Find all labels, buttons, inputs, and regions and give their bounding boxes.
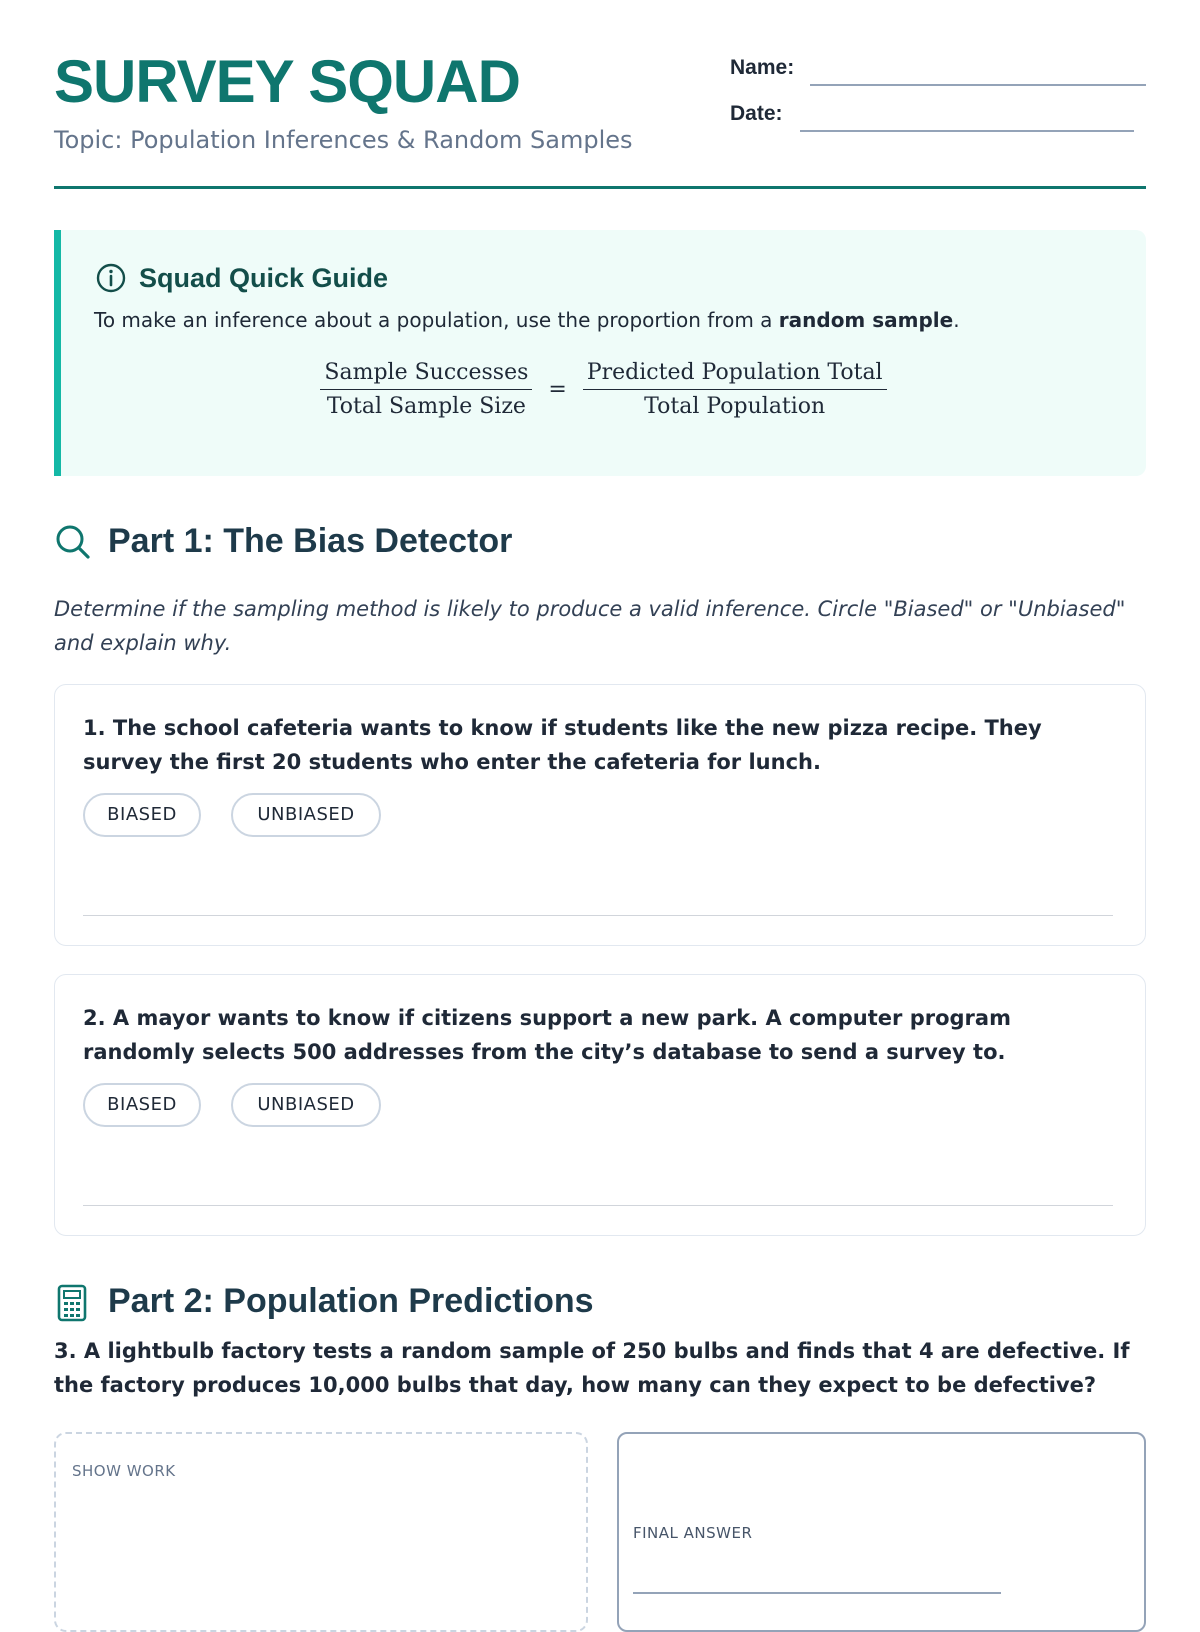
unbiased-option-2[interactable]: UNBIASED bbox=[231, 1083, 381, 1127]
question-1-text: 1. The school cafeteria wants to know if students like the new pizza recipe. They survey the first 20 students who enter the cafeteria for lunch. bbox=[83, 716, 1042, 774]
question-2-text: 2. A mayor wants to know if citizens support a new park. A computer program randomly selects 500 addresses from the city’s database to send a survey to. bbox=[83, 1006, 1011, 1064]
final-answer-box[interactable] bbox=[617, 1432, 1146, 1632]
show-work-box[interactable] bbox=[54, 1432, 588, 1632]
left-denominator: Total Sample Size bbox=[326, 394, 526, 419]
part2-title: Part 2: Population Predictions bbox=[108, 1282, 594, 1320]
right-denominator: Total Population bbox=[644, 394, 826, 419]
search-icon bbox=[54, 523, 92, 561]
name-label: Name: bbox=[730, 56, 795, 79]
date-label: Date: bbox=[730, 102, 783, 125]
worksheet-title: SURVEY SQUAD bbox=[54, 48, 520, 115]
show-work-label: SHOW WORK bbox=[72, 1462, 176, 1480]
question-3-text: 3. A lightbulb factory tests a random sample of 250 bulbs and finds that 4 are defective. If the factory produces 10,000 bulbs that day, how many can they expect to be defective? bbox=[54, 1339, 1130, 1397]
quick-guide-box bbox=[54, 230, 1146, 476]
biased-option-1[interactable]: BIASED bbox=[83, 793, 201, 837]
guide-text-after: . bbox=[953, 308, 960, 332]
quick-guide-title: Squad Quick Guide bbox=[139, 263, 389, 293]
date-field[interactable] bbox=[800, 130, 1134, 132]
name-field[interactable] bbox=[810, 84, 1146, 86]
quick-guide-text bbox=[94, 308, 960, 332]
explanation-line-1[interactable] bbox=[83, 915, 1113, 916]
proportion-formula bbox=[61, 360, 1146, 419]
left-fraction bbox=[320, 360, 532, 419]
guide-text-bold: random sample bbox=[778, 308, 954, 332]
guide-text-before: To make an inference about a population, use the proportion from a bbox=[94, 308, 779, 332]
unbiased-option-1[interactable]: UNBIASED bbox=[231, 793, 381, 837]
explanation-line-2[interactable] bbox=[83, 1205, 1113, 1206]
right-fraction bbox=[583, 360, 887, 419]
right-numerator: Predicted Population Total bbox=[583, 360, 887, 390]
question-card-2 bbox=[54, 974, 1146, 1236]
topic-subtitle: Topic: Population Inferences & Random Samples bbox=[54, 126, 633, 154]
final-answer-label: FINAL ANSWER bbox=[633, 1524, 753, 1542]
left-numerator: Sample Successes bbox=[320, 360, 532, 390]
part1-instructions: Determine if the sampling method is likely to produce a valid inference. Circle "Biased" or "Unbiased" and explain why. bbox=[54, 597, 1126, 655]
part1-title: Part 1: The Bias Detector bbox=[108, 522, 513, 560]
question-card-1 bbox=[54, 684, 1146, 946]
calculator-icon bbox=[54, 1284, 92, 1322]
header-divider bbox=[54, 186, 1146, 189]
info-icon bbox=[95, 262, 127, 294]
final-answer-line[interactable] bbox=[633, 1592, 1001, 1594]
biased-option-2[interactable]: BIASED bbox=[83, 1083, 201, 1127]
equals-sign: = bbox=[548, 377, 567, 402]
